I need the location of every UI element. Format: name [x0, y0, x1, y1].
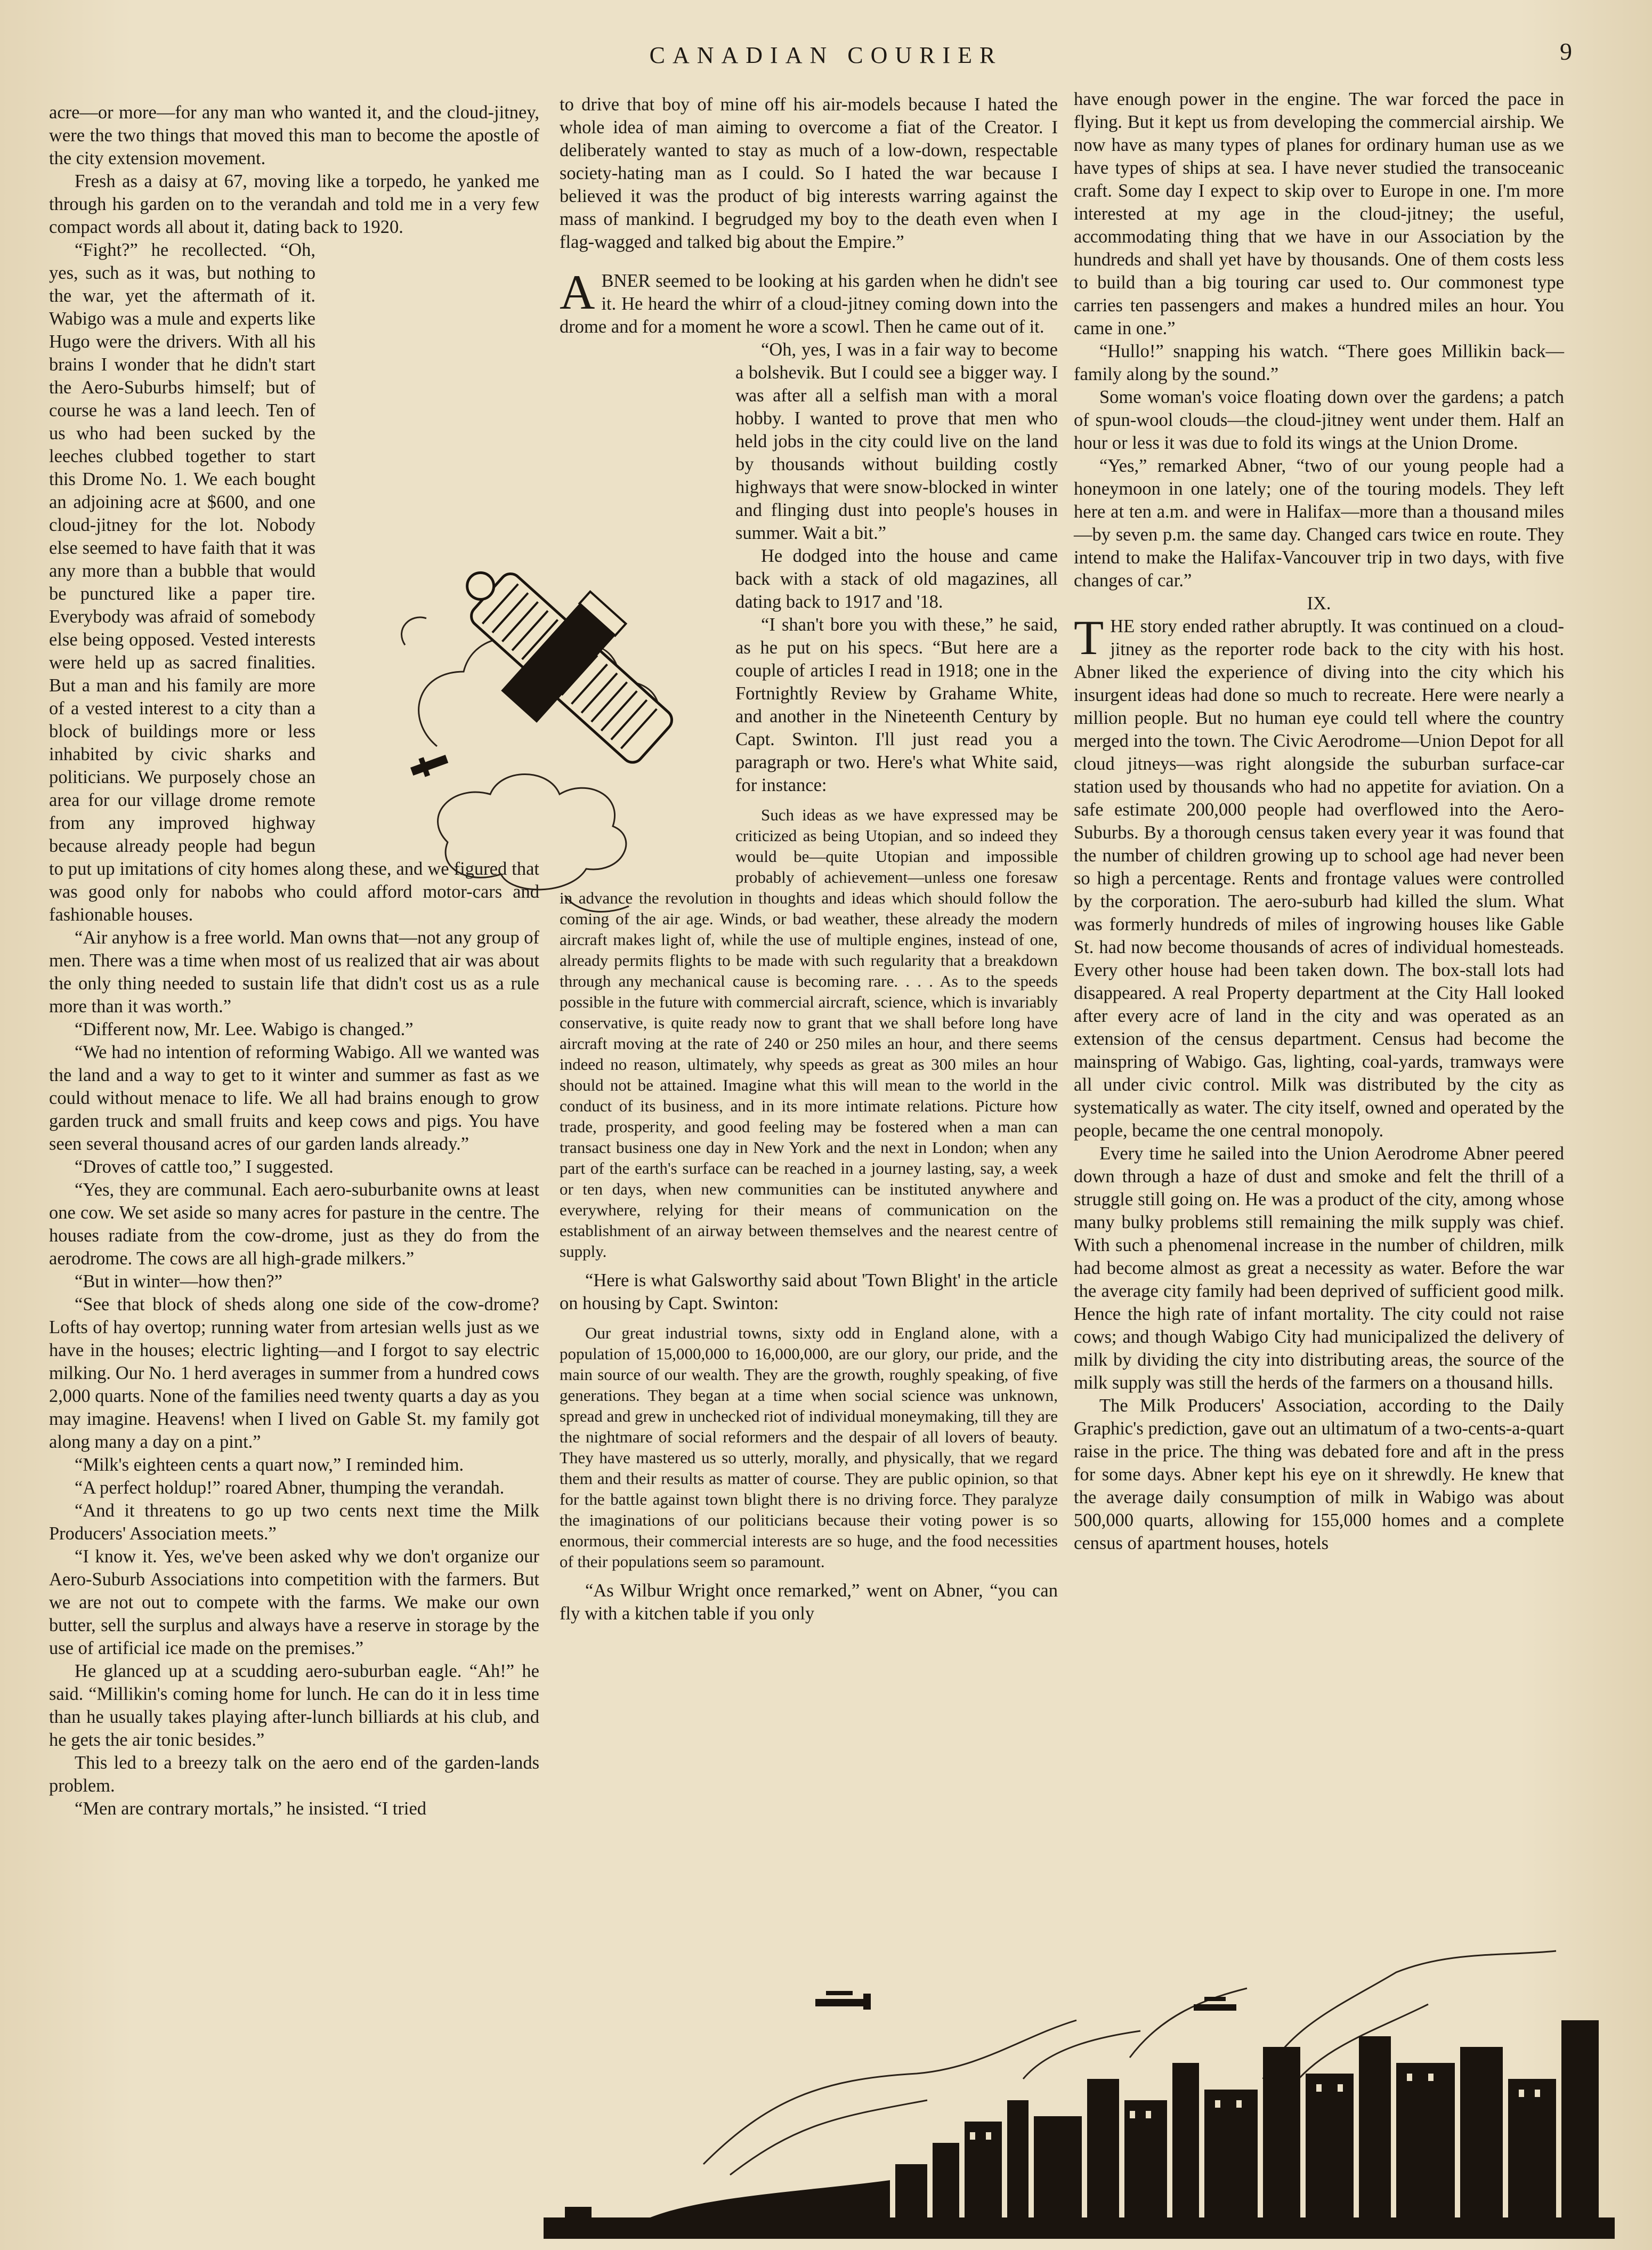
paragraph: “As Wilbur Wright once remarked,” went on Abner, “you can fly with a kitchen table if you only — [560, 1580, 1058, 1624]
paragraph: This led to a breezy talk on the aero end of the garden-lands problem. — [49, 1753, 539, 1796]
skyline-buildings — [544, 2020, 1615, 2239]
paragraph: “And it threatens to go up two cents next time the Milk Producers' Association meets.” — [49, 1501, 539, 1544]
paragraph: “Yes, they are communal. Each aero-suburbanite owns at least one cow. We set aside so many acres for pasture in the centre. The houses radiate from the cow-drome, just as they do from the aerodrome. The cows are all high-grade milkers.” — [49, 1180, 539, 1269]
paragraph: “Droves of cattle too,” I suggested. — [75, 1157, 334, 1177]
paragraph: “I know it. Yes, we've been asked why we don't organize our Aero-Suburb Associations into competition with the farmers. But we are not out to compete with the farms. We make our own butter, sell the surplus and always have a reserve in storage by the use of artificial ice made on the premises.” — [49, 1546, 539, 1658]
city-skyline-illustration — [544, 1940, 1615, 2239]
paragraph: Some woman's voice floating down over the gardens; a patch of spun-wool clouds—the cloud-jitney went under them. Half an hour or less it was due to fold its wings at the Union Drome. — [1074, 387, 1564, 453]
block-quote: Such ideas as we have expressed may be criticized as being Utopian, and so indeed they would be—quite Utopian and impossible probably of achievement—unless one foresaw in advance the revolution in thoughts and ideas which should follow the coming of the air age. Winds, or bad weather, these already the modern aircraft makes light of, while the use of multiple engines, instead of one, already permits flights to be made with such regularity that a breakdown through any mechanical cause is becoming rare. . . . As to the speeds possible in the future with commercial aircraft, science, which is invariably conservative, is quite ready now to grant that we shall before long have aircraft moving at the rate of 240 or 250 miles an hour, and there seems indeed no reason, ultimately, why speeds as great as 300 miles an hour should not be attained. Imagine what this will mean to the world in the conduct of its business, and in its more intimate relations. Picture how trade, prosperity, and good feeling may be fostered when a man can transact business one day in New York and the next in London; when any part of the earth's surface can be reached in a journey lasting, say, a week or ten days, when new communities can be instituted anywhere and everywhere, relying for their means of communication on the establishment of an airway between themselves and the nearest centre of supply. — [560, 805, 1058, 1261]
column-3 — [1074, 88, 1564, 1555]
paragraph: “Hullo!” snapping his watch. “There goes Millikin back—family along by the sound.” — [1074, 341, 1564, 384]
paragraph: “Fight?” he recollected. “Oh, yes, such as it was, but nothing to the war, yet the aftermath of it. Wabigo was a mule and experts like Hugo were the drivers. With all his brains I wonder that he didn't start the Aero-Suburbs himself; but of course he was a land leech. Ten of us who had been sucked by the leeches clubbed together to start this Drome No. 1. We each bought an adjoining acre at $600, and one cloud-jitney for the lot. Nobody else seemed to have faith that it was any more than a bubble that would be punctured like a paper tire. Everybody was afraid of somebody else being opposed. Vested interests were held up as sacred finalities. But a man and his family are more of a vested interest to a city than a block of buildings more or less inhabited by civic sharks and politicians. We purposely chose an area for our village drome remote from any improved highway because already people had begun to put up imitations of city homes along these, and we figured that was good only for nabobs who could afford motor-cars and fashionable houses. — [49, 240, 539, 925]
page-header: CANADIAN COURIER — [649, 42, 1003, 68]
section-number: IX. — [1307, 593, 1331, 614]
paragraph: THE story ended rather abruptly. It was continued on a cloud-jitney as the reporter rode back to the city with his host. Abner liked the experience of diving into the city which his insurgent ideas had done so much to recreate. Here were nearly a million people. But no human eye could tell where the country merged into the town. The Civic Aerodrome—Union Depot for all cloud jitneys—was right alongside the suburban surface-car station used by thousands who had no appetite for aviation. On a safe estimate 200,000 people had overflowed into the Aero-Suburbs. By a thorough census taken every year it was found that the number of children growing up to school age had never been so high a percentage. Rents and frontage values were controlled by the corporation. The aero-suburb had killed the slum. What was formerly hundreds of miles of ingrowing houses like Gable St. had now become thousands of acres of individual homesteads. Every other house had been taken down. The box-stall lots had disappeared. A real Property department at the City Hall looked after every acre of land in the city and was operated as an extension of the census department. Census had become the mainspring of Wabigo. Gas, lighting, coal-yards, tramways were all under civic control. Milk was distributed by the city as systematically as water. The city itself, owned and operated by the people, became the one central monopoly. — [1074, 610, 1564, 1141]
small-plane-icon — [409, 750, 450, 781]
block-quote: Our great industrial towns, sixty odd in England alone, with a population of 15,000,000 to 16,000,000, are our glory, our pride, and the main source of our wealth. They are the growth, roughly speaking, of five generations. They began at a time when social science was unknown, spread and grew in unchecked riot of individual moneymaking, till they are the nightmare of social reformers and the despair of all lovers of beauty. They have mastered us so utterly, morally, and physically, that we regard them and their results as matter of course. They are public opinion, so that for the battle against town blight there is no driving force. They paralyze the imaginations of our politicians because their voting power is so enormous, their commercial interests are so huge, and the food necessities of their populations seem so paramount. — [560, 1324, 1058, 1571]
paragraph: “Milk's eighteen cents a quart now,” I reminded him. — [75, 1455, 464, 1475]
cloud-jitney-illustration — [373, 469, 778, 949]
paragraph: to drive that boy of mine off his air-models because I hated the whole idea of man aiming to overcome a fiat of the Creator. I deliberately wanted to stay as much of a low-down, respectable society-hating man as I could. So I hated the war because I believed it was the product of big interests warring against the mass of mankind. I begrudged my boy to the death even when I flag-wagged and talked big about the Empire.” — [560, 94, 1058, 252]
paragraph: “Different now, Mr. Lee. Wabigo is changed.” — [75, 1019, 414, 1039]
paragraph: ABNER seemed to be looking at his garden when he didn't see it. He heard the whirr of a cloud-jitney coming down into the drome and for a moment he wore a scowl. Then he came out of it. — [560, 265, 1058, 337]
paragraph: “I shan't bore you with these,” he said, as he put on his specs. “But here are a couple of articles I read in 1918; one in the Fortnightly Review by Grahame White, and another in the Nineteenth Century by Capt. Swinton. I'll just read you a paragraph or two. Here's what White said, for instance: — [735, 615, 1058, 795]
paragraph: “We had no intention of reforming Wabigo. All we wanted was the land and a way to get to it winter and summer as fast as we could without menace to life. We all had brains enough to grow garden truck and small fruits and keep cows and pigs. You have seen several thousand acres of our garden lands already.” — [49, 1042, 539, 1154]
paragraph: He glanced up at a scudding aero-suburban eagle. “Ah!” he said. “Millikin's coming home for lunch. He can do it in less time than he usually takes playing after-lunch billiards at his club, and he gets the air tonic besides.” — [49, 1661, 539, 1750]
paragraph: “A perfect holdup!” roared Abner, thumping the verandah. — [75, 1478, 505, 1498]
column-1 — [49, 101, 539, 1820]
drop-cap: A — [560, 265, 595, 319]
paragraph: “Yes,” remarked Abner, “two of our young people had a honeymoon in one lately; one of the touring models. They left here at ten a.m. and were in Halifax—more than a thousand miles—by seven p.m. the same day. Changed cars twice en route. They intend to make the Halifax-Vancouver trip in two days, with five changes of car.” — [1074, 456, 1564, 591]
paragraph: “Oh, yes, I was in a fair way to become a bolshevik. But I could see a bigger way. I was after all a selfish man with a moral hobby. I wanted to prove that men who held jobs in the city could live on the land by thousands without building costly highways that were snow-blocked in winter and flinging dust into people's houses in summer. Wait a bit.” — [735, 340, 1058, 543]
paragraph: have enough power in the engine. The war forced the pace in flying. But it kept us from developing the commercial airship. We now have as many types of planes for ordinary human use as we have types of ships at sea. I have never studied the transoceanic craft. Some day I expect to skip over to Europe in one. I'm more interested at my age in the cloud-jitney; the useful, accommodating thing that we have in our Association by the hundreds and shall yet have by thousands. One of them costs less to build than a big touring car used to. Our commonest type carries ten passengers and makes a hundred miles an hour. You came in one.” — [1074, 89, 1564, 338]
paragraph: “See that block of sheds along one side of the cow-drome? Lofts of hay overtop; running water from artesian wells just as we have in the houses; electric lighting—and I forgot to say electric milking. Our No. 1 herd averages in summer from a hundred cows 2,000 quarts. None of the families need twenty quarts a day as you may imagine. Heavens! when I lived on Gable St. my family got along many a day on a pint.” — [49, 1294, 539, 1452]
paragraph: acre—or more—for any man who wanted it, and the cloud-jitney, were the two things that moved this man to become the apostle of the city extension movement. — [49, 102, 539, 168]
small-plane-icon — [815, 1991, 871, 2010]
drop-cap: T — [1074, 610, 1104, 665]
page-number: 9 — [1560, 38, 1572, 65]
paragraph: “Men are contrary mortals,” he insisted. “I tried — [75, 1799, 427, 1819]
paragraph: The Milk Producers' Association, according to the Daily Graphic's prediction, gave out an ultimatum of a two-cents-a-quart raise in the price. The thing was debated fore and aft in the press for some days. Abner kept his eye on it shrewdly. He knew that the average daily consumption of milk in Wabigo was about 500,000 quarts, allowing for 155,000 homes and a complete census of apartment houses, hotels — [1074, 1396, 1564, 1553]
paragraph: Fresh as a daisy at 67, moving like a torpedo, he yanked me through his garden on to the verandah and told me in a very few compact words all about it, dating back to 1920. — [49, 171, 539, 237]
paragraph: “Air anyhow is a free world. Man owns that—not any group of men. There was a time when most of us realized that air was about the only thing needed to sustain life that didn't cost us as a rule more than it was worth.” — [49, 928, 539, 1017]
paragraph: Every time he sailed into the Union Aerodrome Abner peered down through a haze of dust and smoke and felt the thrill of a struggle still going on. He was a product of the city, among whose many bulky problems still remaining the milk supply was chief. With such a phenomenal increase in the number of children, milk had become almost as great a necessity as water. Before the war the average city family had been deprived of sufficient good milk. Hence the high rate of infant mortality. The city could not raise cows; and though Wabigo City had municipalized the delivery of milk by dividing the city into distributing areas, the source of the milk supply was still the herds of the farmers on a thousand hills. — [1074, 1143, 1564, 1393]
paragraph: “Here is what Galsworthy said about 'Town Blight' in the article on housing by Capt. Swinton: — [560, 1270, 1058, 1313]
cloud-outline — [438, 775, 626, 890]
paragraph: He dodged into the house and came back with a stack of old magazines, all dating back to 1917 and '18. — [735, 546, 1058, 612]
paragraph: “But in winter—how then?” — [75, 1271, 282, 1292]
